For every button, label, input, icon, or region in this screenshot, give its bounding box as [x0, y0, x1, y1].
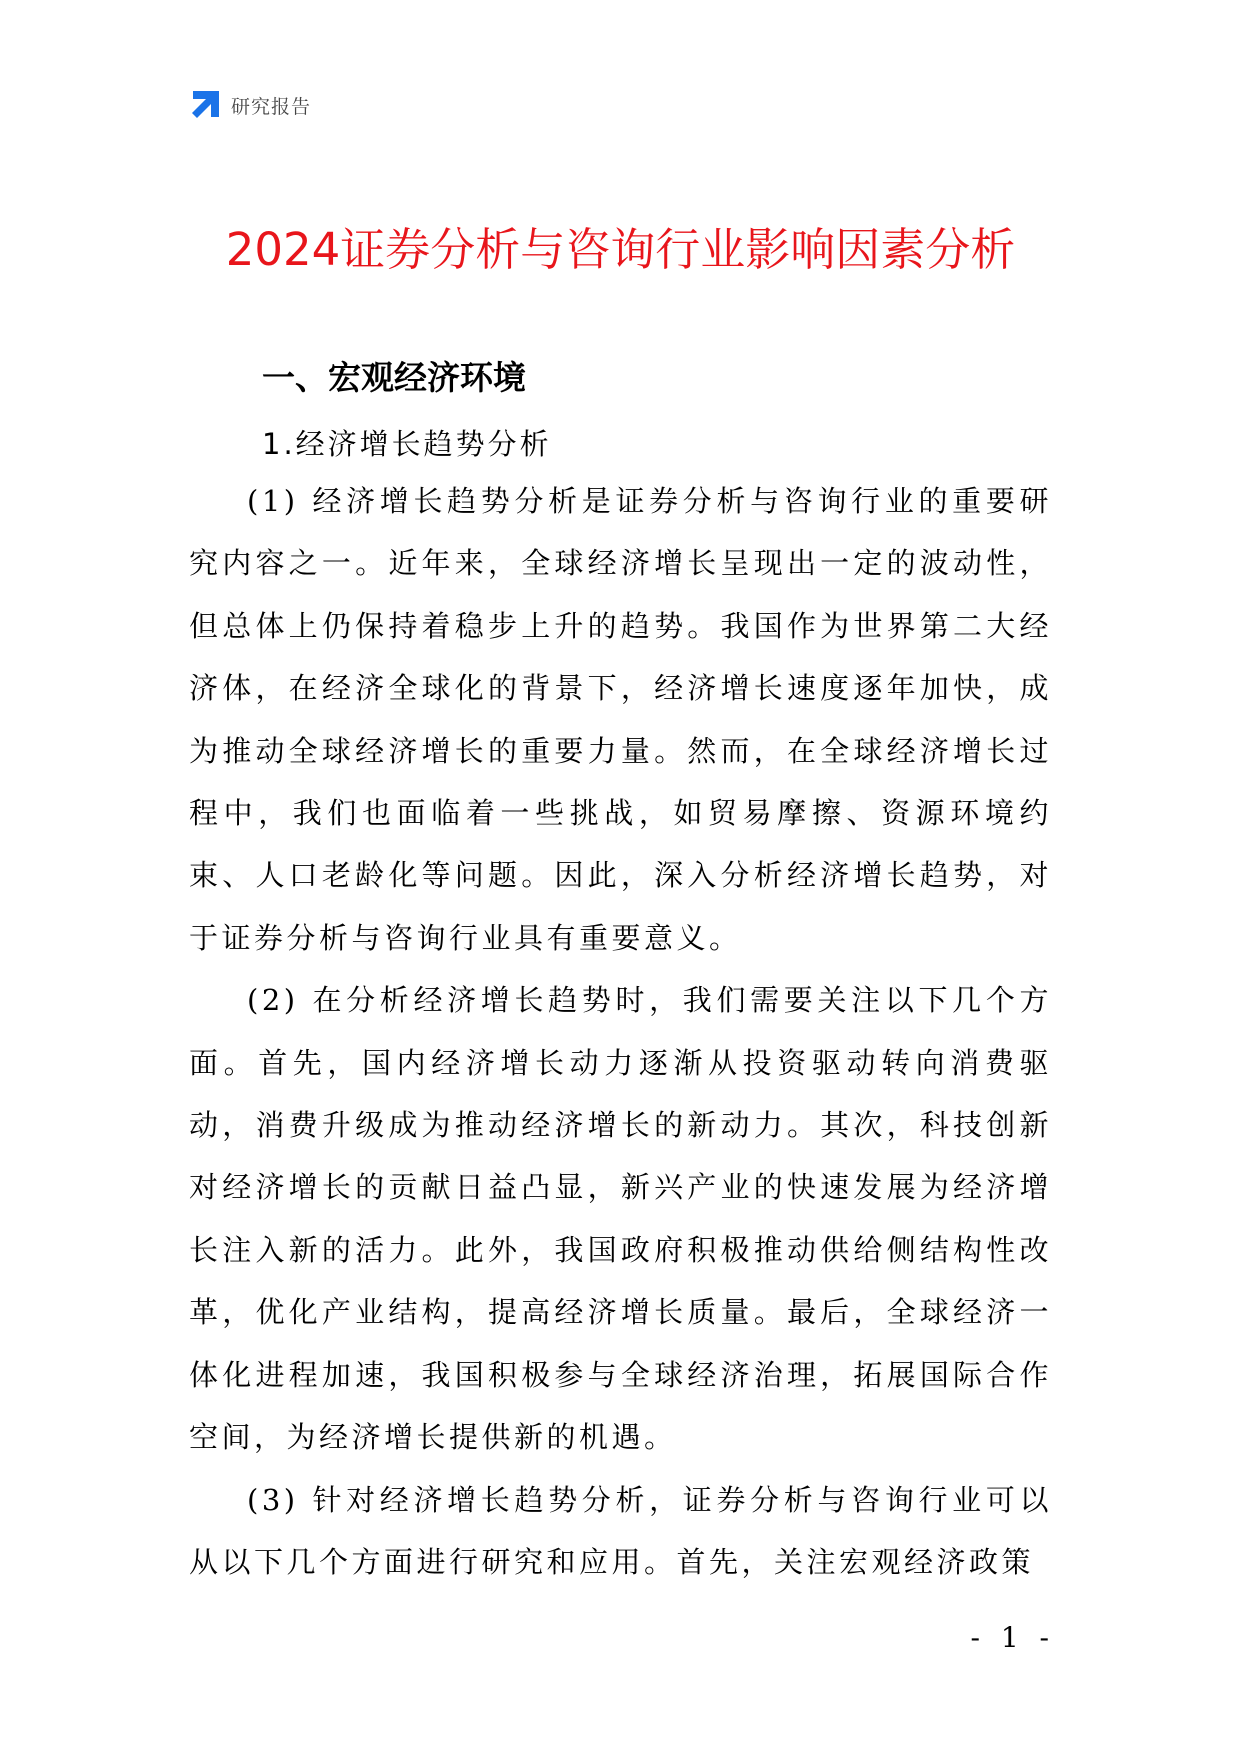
paragraph-3: (3) 针对经济增长趋势分析，证券分析与咨询行业可以从以下几个方面进行研究和应用。首先，关注宏观经济政策: [189, 1482, 1052, 1579]
header-label: 研究报告: [231, 95, 312, 118]
arrow-up-right-icon: [189, 89, 221, 121]
page-number: - 1 -: [970, 1621, 1055, 1654]
paragraph-1: (1) 经济增长趋势分析是证券分析与咨询行业的重要研究内容之一。近年来，全球经济增长呈现出一定的波动性，但总体上仍保持着稳步上升的趋势。我国作为世界第二大经济体，在经济全球化的背景下，经济增长速度逐年加快，成为推动全球经济增长的重要力量。然而，在全球经济增长过程中，我们也面临着一些挑战，如贸易摩擦、资源环境约束、人口老龄化等问题。因此，深入分析经济增长趋势，对于证券分析与咨询行业具有重要意义。: [189, 484, 1052, 955]
body-text: [189, 470, 1052, 1593]
section-subheading: 1.经济增长趋势分析: [262, 427, 552, 461]
page-title: 2024证券分析与咨询行业影响因素分析: [225, 223, 1016, 276]
report-header: [189, 89, 311, 121]
paragraph-2: (2) 在分析经济增长趋势时，我们需要关注以下几个方面。首先，国内经济增长动力逐渐从投资驱动转向消费驱动，消费升级成为推动经济增长的新动力。其次，科技创新对经济增长的贡献日益凸显，新兴产业的快速发展为经济增长注入新的活力。此外，我国政府积极推动供给侧结构性改革，优化产业结构，提高经济增长质量。最后，全球经济一体化进程加速，我国积极参与全球经济治理，拓展国际合作空间，为经济增长提供新的机遇。: [189, 983, 1052, 1455]
section-heading: 一、宏观经济环境: [262, 358, 526, 397]
